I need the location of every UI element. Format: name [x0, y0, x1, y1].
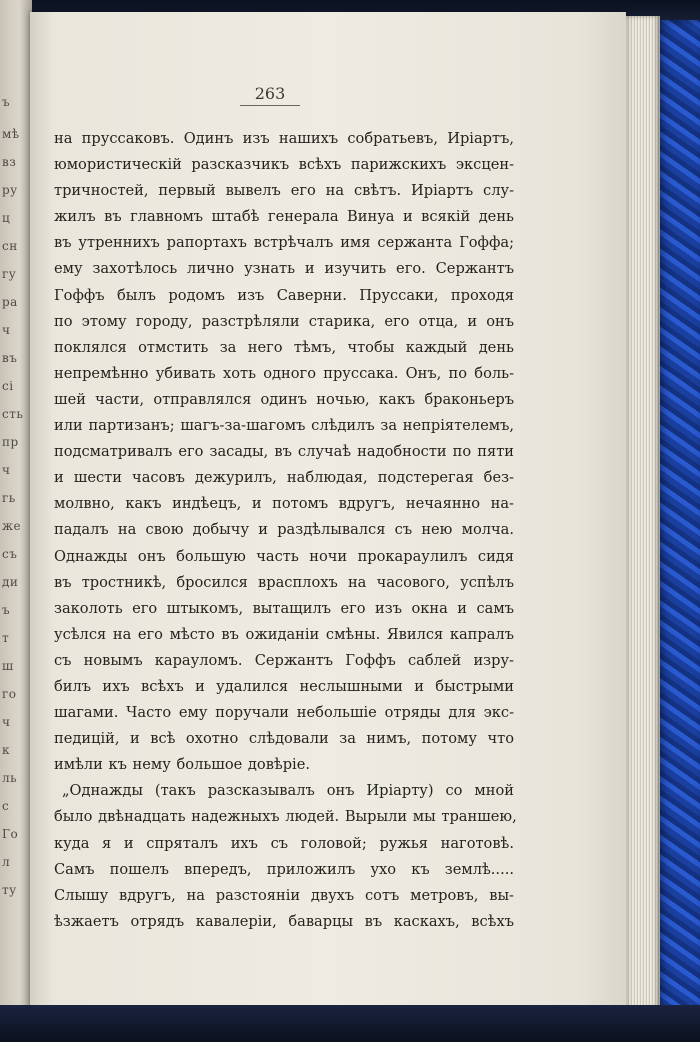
text-line: усѣлся на его мѣсто въ ожиданіи смѣны. Явился капралъ	[54, 625, 514, 643]
prev-page-fragment: въ	[2, 351, 18, 365]
prev-page-fragment: же	[2, 519, 22, 533]
background-bottom	[0, 1005, 700, 1042]
prev-page-fragment: мѣ	[2, 127, 20, 141]
text-line: поклялся отмстить за него тѣмъ, чтобы каждый день	[54, 338, 514, 356]
text-line: тричностей, первый вывелъ его на свѣтъ. Иріартъ слу-	[54, 182, 514, 200]
text-line: шагами. Часто ему поручали небольшіе отряды для экс-	[54, 704, 514, 722]
page-body-text	[54, 126, 517, 935]
text-line: въ тростникѣ, бросился врасплохъ на часового, успѣлъ	[54, 573, 514, 591]
text-line: падалъ на свою добычу и раздѣлывался съ нею молча.	[54, 521, 514, 539]
prev-page-fragment: сть	[2, 407, 24, 421]
prev-page-fragment: ъ	[2, 603, 11, 617]
text-line: подсматривалъ его засады, въ случаѣ надобности по пяти	[54, 443, 514, 461]
text-line: имѣли къ нему большое довѣріе.	[54, 756, 310, 774]
prev-page-fragment: ч	[2, 463, 11, 477]
prev-page-fragment: ъ	[2, 95, 11, 109]
prev-page-fragment: ту	[2, 883, 17, 897]
prev-page-fragment: т	[2, 631, 10, 645]
prev-page-fragment: гу	[2, 267, 17, 281]
text-line: ѣзжаетъ отрядъ кавалеріи, баварцы въ каскахъ, всѣхъ	[54, 912, 514, 930]
prev-page-fragment: к	[2, 743, 10, 757]
previous-page-edge	[0, 0, 32, 1030]
prev-page-fragment: пр	[2, 435, 19, 449]
text-line: молвно, какъ индѣецъ, и потомъ вдругъ, нечаянно на-	[54, 495, 514, 513]
text-line: и шести часовъ дежурилъ, наблюдая, подстерегая без-	[54, 469, 514, 487]
text-line: жилъ въ главномъ штабѣ генерала Винуа и всякій день	[54, 208, 514, 226]
text-line: непремѣнно убивать хоть одного пруссака. Онъ, по боль-	[54, 364, 514, 382]
prev-page-fragment: ч	[2, 715, 11, 729]
text-line: шей части, отправлялся одинъ ночью, какъ браконьеръ	[54, 390, 514, 408]
text-line: заколоть его штыкомъ, вытащилъ его изъ окна и самъ	[54, 599, 514, 617]
prev-page-fragment: ль	[2, 771, 18, 785]
text-line: Самъ пошелъ впередъ, приложилъ ухо къ землѣ.....	[54, 860, 514, 878]
book-cover-edge	[655, 20, 700, 1020]
prev-page-fragment: ра	[2, 295, 18, 309]
text-line: Однажды онъ большую часть ночи прокараулилъ сидя	[54, 547, 514, 565]
prev-page-fragment: ч	[2, 323, 11, 337]
text-line: въ утреннихъ рапортахъ встрѣчалъ имя сержанта Гоффа;	[54, 234, 514, 252]
text-line: Слышу вдругъ, на разстояніи двухъ сотъ метровъ, вы-	[54, 886, 514, 904]
prev-page-fragment: вз	[2, 155, 17, 169]
text-line: ему захотѣлось лично узнать и изучить его. Сержантъ	[54, 260, 514, 278]
text-line: съ новымъ карауломъ. Сержантъ Гоффъ саблей изру-	[54, 651, 514, 669]
text-line: куда я и спряталъ ихъ съ головой; ружья наготовѣ.	[54, 834, 514, 852]
text-line: педицій, и всѣ охотно слѣдовали за нимъ, потому что	[54, 730, 514, 748]
prev-page-fragment: с	[2, 799, 10, 813]
prev-page-fragment: съ	[2, 547, 18, 561]
text-line: на пруссаковъ. Одинъ изъ нашихъ собратьевъ, Иріартъ,	[54, 130, 514, 147]
prev-page-fragment: ц	[2, 211, 11, 225]
prev-page-fragment: ш	[2, 659, 14, 673]
prev-page-fragment: ру	[2, 183, 18, 197]
prev-page-fragment: л	[2, 855, 11, 869]
text-line: юмористическій разсказчикъ всѣхъ парижскихъ эксцен-	[54, 156, 514, 174]
text-line: было двѣнадцать надежныхъ людей. Вырыли мы траншею,	[54, 808, 517, 826]
prev-page-fragment: ди	[2, 575, 19, 589]
text-line: Гоффъ былъ родомъ изъ Саверни. Пруссаки, проходя	[54, 286, 514, 304]
prev-page-fragment: го	[2, 687, 17, 701]
page-number: 263	[240, 84, 300, 106]
text-line: билъ ихъ всѣхъ и удалился неслышными и быстрыми	[54, 677, 514, 695]
text-line: „Однажды (такъ разсказывалъ онъ Иріарту) со мной	[62, 782, 514, 800]
prev-page-fragment: Го	[2, 827, 19, 841]
text-line: по этому городу, разстрѣляли старика, его отца, и онъ	[54, 312, 514, 330]
prev-page-fragment: сн	[2, 239, 18, 253]
prev-page-fragment: сі	[2, 379, 14, 393]
prev-page-fragment: гь	[2, 491, 16, 505]
text-line: или партизанъ; шагъ-за-шагомъ слѣдилъ за непріятелемъ,	[54, 417, 514, 435]
